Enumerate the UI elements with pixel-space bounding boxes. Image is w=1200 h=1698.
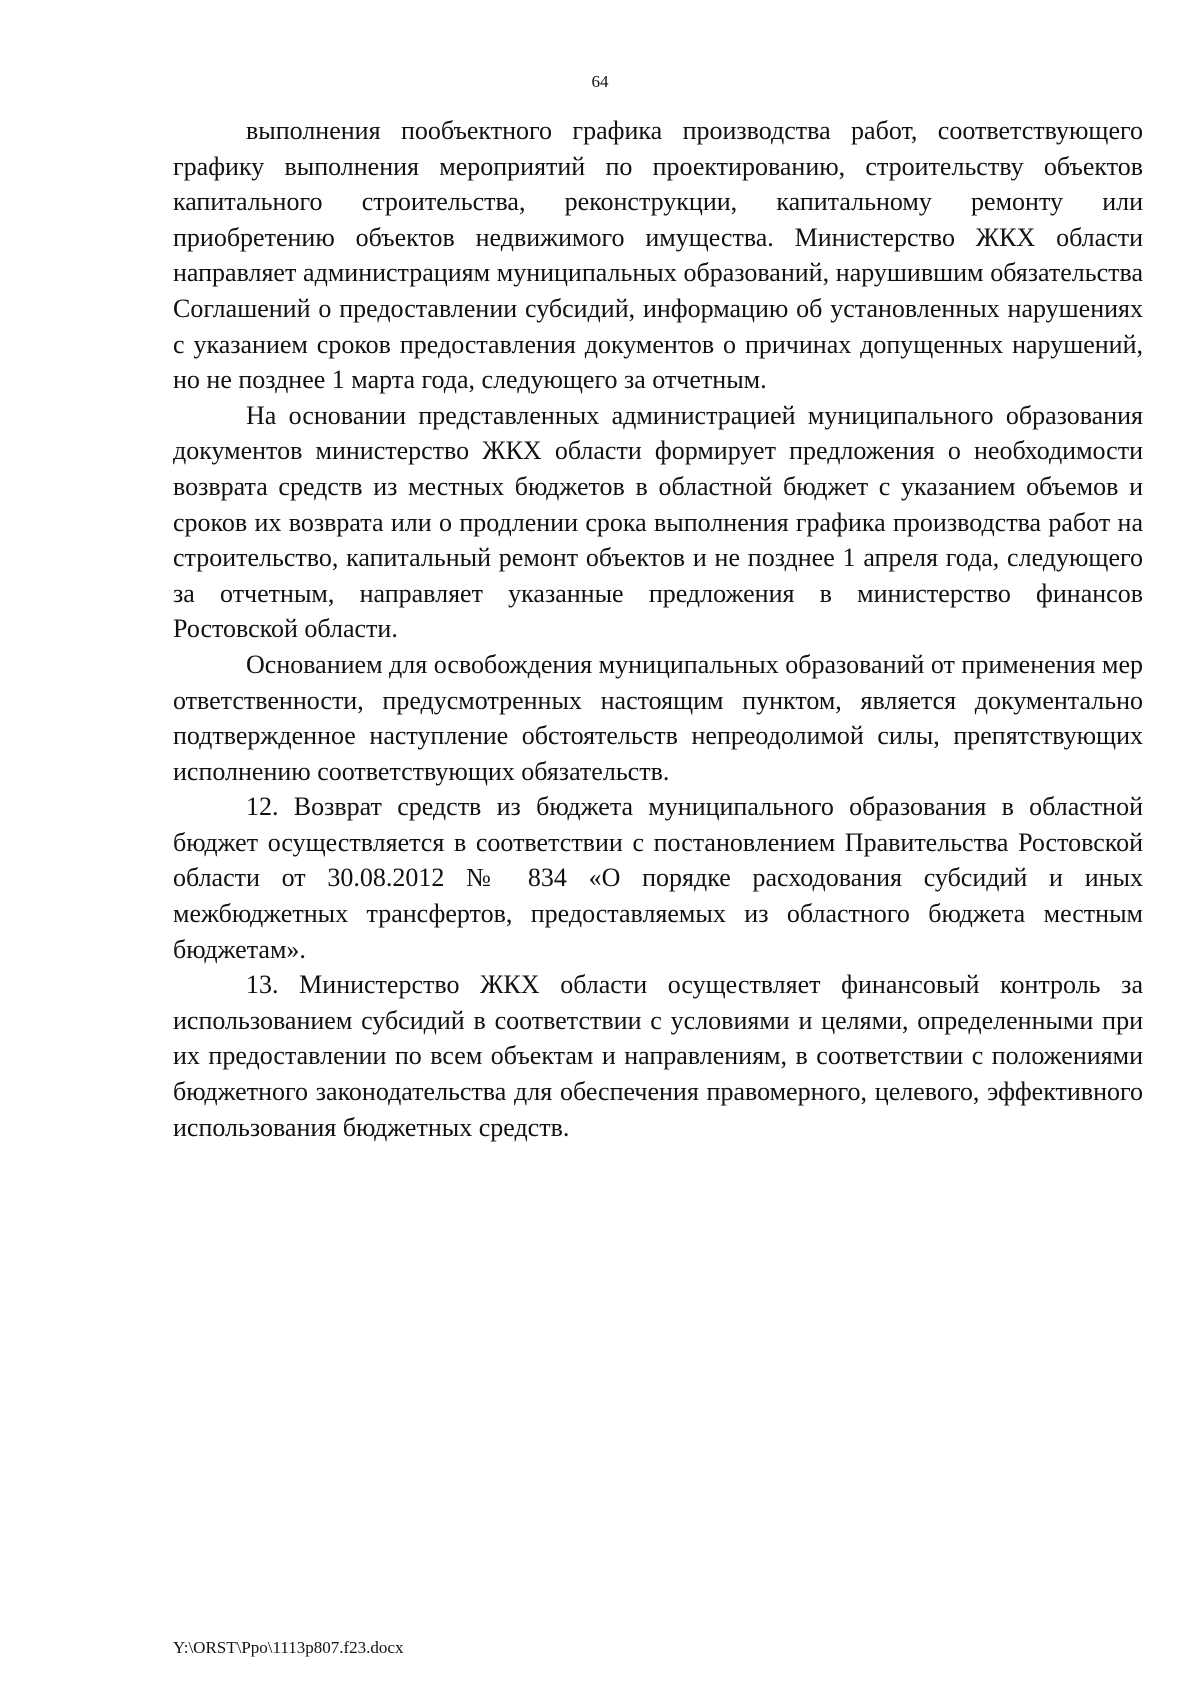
paragraph: На основании представленных администрацией муниципального образования документов министерство ЖКХ области формирует предложения о необходимости возврата средств из местных бюджетов в областной бюджет с указанием объемов и сроков их возврата или о продлении срока выполнения графика производства работ на строительство, капитальный ремонт объектов и не позднее 1 апреля года, следующего за отчетным, направляет указанные предложения в министерство финансов Ростовской области. — [173, 400, 1143, 644]
footer-file-path: Y:\ORST\Ppo\1113p807.f23.docx — [173, 1638, 404, 1657]
page-number: 64 — [591, 72, 609, 91]
paragraph-item-12: 12. Возврат средств из бюджета муниципального образования в областной бюджет осуществляется в соответствии с постановлением Правительства Ростовской области от 30.08.2012 № 834 «О порядке расходования субсидий и иных межбюджетных трансфертов, предоставляемых из областного бюджета местным бюджетам». — [173, 792, 1143, 964]
paragraph: Основанием для освобождения муниципальных образований от применения мер ответственности, предусмотренных настоящим пунктом, является документально подтвержденное наступление обстоятельств непреодолимой силы, препятствующих исполнению соответствующих обязательств. — [173, 649, 1143, 786]
paragraph-continuation: выполнения пообъектного графика производства работ, соответствующего графику выполнения мероприятий по проектированию, строительству объектов капитального строительства, реконструкции, капитальному ремонту или приобретению объектов недвижимого имущества. Министерство ЖКХ области направляет администрациям муниципальных образований, нарушившим обязательства Соглашений о предоставлении субсидий, информацию об установленных нарушениях с указанием сроков предоставления документов о причинах допущенных нарушений, но не позднее 1 марта года, следующего за отчетным. — [173, 116, 1143, 395]
paragraph-item-13: 13. Министерство ЖКХ области осуществляет финансовый контроль за использованием субсидий в соответствии с условиями и целями, определенными при их предоставлении по всем объектам и направлениям, в соответствии с положениями бюджетного законодательства для обеспечения правомерного, целевого, эффективного использования бюджетных средств. — [173, 970, 1143, 1142]
document-body — [173, 113, 1143, 1145]
